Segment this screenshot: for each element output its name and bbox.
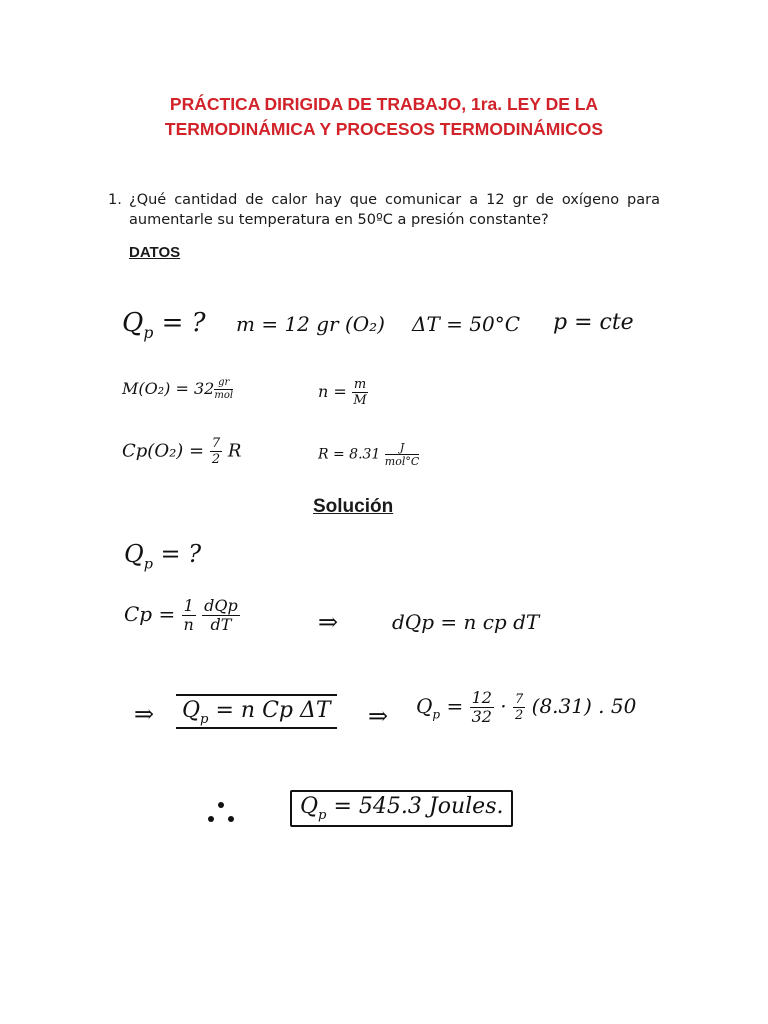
solution-qp-unknown-value: = ?	[160, 540, 202, 568]
datos-cp	[122, 437, 241, 466]
solution-qp-unknown: $Q_p$ = ?	[124, 540, 202, 573]
datos-mass-value: m = 12 gr	[236, 312, 339, 336]
substitution-frac1-den: 32	[471, 707, 492, 726]
datos-mass-species: (O₂)	[344, 312, 385, 336]
document-title	[0, 92, 768, 142]
datos-gas-constant	[318, 442, 419, 467]
datos-r-num: J	[385, 442, 420, 455]
substitution-frac2-den: 2	[515, 708, 524, 723]
qp-formula-text: = n Cp ΔT	[215, 698, 331, 723]
datos-cp-num: 7	[211, 436, 221, 451]
datos-heading: DATOS	[129, 244, 181, 261]
substitution-eq: =	[446, 694, 464, 718]
datos-cp-rhs: R	[227, 440, 242, 462]
substitution-frac1-num: 12	[471, 688, 492, 707]
datos-r-lhs: R = 8.31	[318, 446, 381, 463]
implies-arrow-2: ⇒	[134, 700, 155, 728]
substitution-dot: ·	[500, 694, 507, 718]
datos-molar-mass	[122, 378, 233, 401]
datos-moles-lhs: n =	[318, 382, 347, 401]
datos-molar-mass-unit	[214, 378, 233, 401]
datos-molar-mass-unit-den: mol	[214, 390, 234, 401]
datos-delta-t: ΔT = 50°C	[412, 312, 521, 336]
datos-qp-unknown: $Q_p$ = ?	[122, 308, 206, 343]
datos-moles	[318, 378, 368, 407]
datos-r-unit	[385, 442, 420, 467]
cp-definition-frac1-den: n	[183, 615, 194, 634]
cp-definition-frac2-den: dT	[210, 615, 232, 634]
datos-cp-lhs: Cp(O₂) =	[122, 440, 205, 462]
qp-formula-box: $Q_p = n$ Cp ΔT	[176, 694, 337, 729]
datos-molar-mass-unit-num: gr	[214, 378, 233, 390]
datos-cp-frac	[210, 437, 222, 466]
implies-arrow-1: ⇒	[318, 608, 339, 636]
datos-moles-num: m	[353, 377, 367, 392]
final-result-box: $Q_p = 545.3$ Joules.	[290, 790, 513, 827]
problem-text: ¿Qué cantidad de calor hay que comunicar a 12 gr de oxígeno para aumentarle su temperatura en 50ºC a presión constante?	[129, 192, 660, 228]
datos-pressure: p = cte	[553, 310, 634, 335]
substitution-frac1	[470, 690, 494, 725]
final-result	[290, 790, 513, 827]
title-line-1: PRÁCTICA DIRIGIDA DE TRABAJO, 1ra. LEY DE LA	[169, 94, 599, 114]
datos-moles-frac	[352, 378, 368, 407]
substitution-tail: (8.31) . 50	[531, 694, 637, 718]
datos-cp-den: 2	[211, 452, 221, 467]
cp-definition-frac1	[182, 598, 196, 633]
solution-heading: Solución	[313, 496, 394, 517]
implies-arrow-3: ⇒	[368, 702, 389, 730]
problem-number: 1.	[108, 192, 122, 208]
substitution-frac2-num: 7	[515, 692, 524, 707]
datos-qp-unknown-value: = ?	[161, 308, 206, 338]
dq-expression: dQp = n cp dT	[392, 610, 540, 634]
problem-statement	[108, 190, 660, 230]
datos-molar-mass-lhs: M(O₂) = 32	[122, 379, 215, 398]
qp-formula	[176, 694, 337, 729]
cp-definition-lhs: Cp =	[124, 602, 176, 626]
cp-definition-frac2	[202, 598, 240, 633]
datos-r-den: mol°C	[384, 455, 420, 468]
therefore-icon	[205, 800, 237, 828]
datos-moles-den: M	[353, 393, 367, 408]
substitution: $Q_p$ = $\frac{12}{32}$ · $\frac{7}{2}$ (8.31) . 50	[416, 688, 637, 726]
final-result-text: = 545.3 Joules.	[333, 794, 504, 819]
substitution-frac2	[513, 693, 525, 722]
cp-definition-frac1-num: 1	[183, 596, 194, 615]
title-line-2: TERMODINÁMICA Y PROCESOS TERMODINÁMICOS	[164, 119, 604, 139]
cp-definition	[124, 598, 240, 633]
cp-definition-frac2-num: dQp	[204, 596, 238, 615]
datos-mass	[236, 312, 385, 336]
